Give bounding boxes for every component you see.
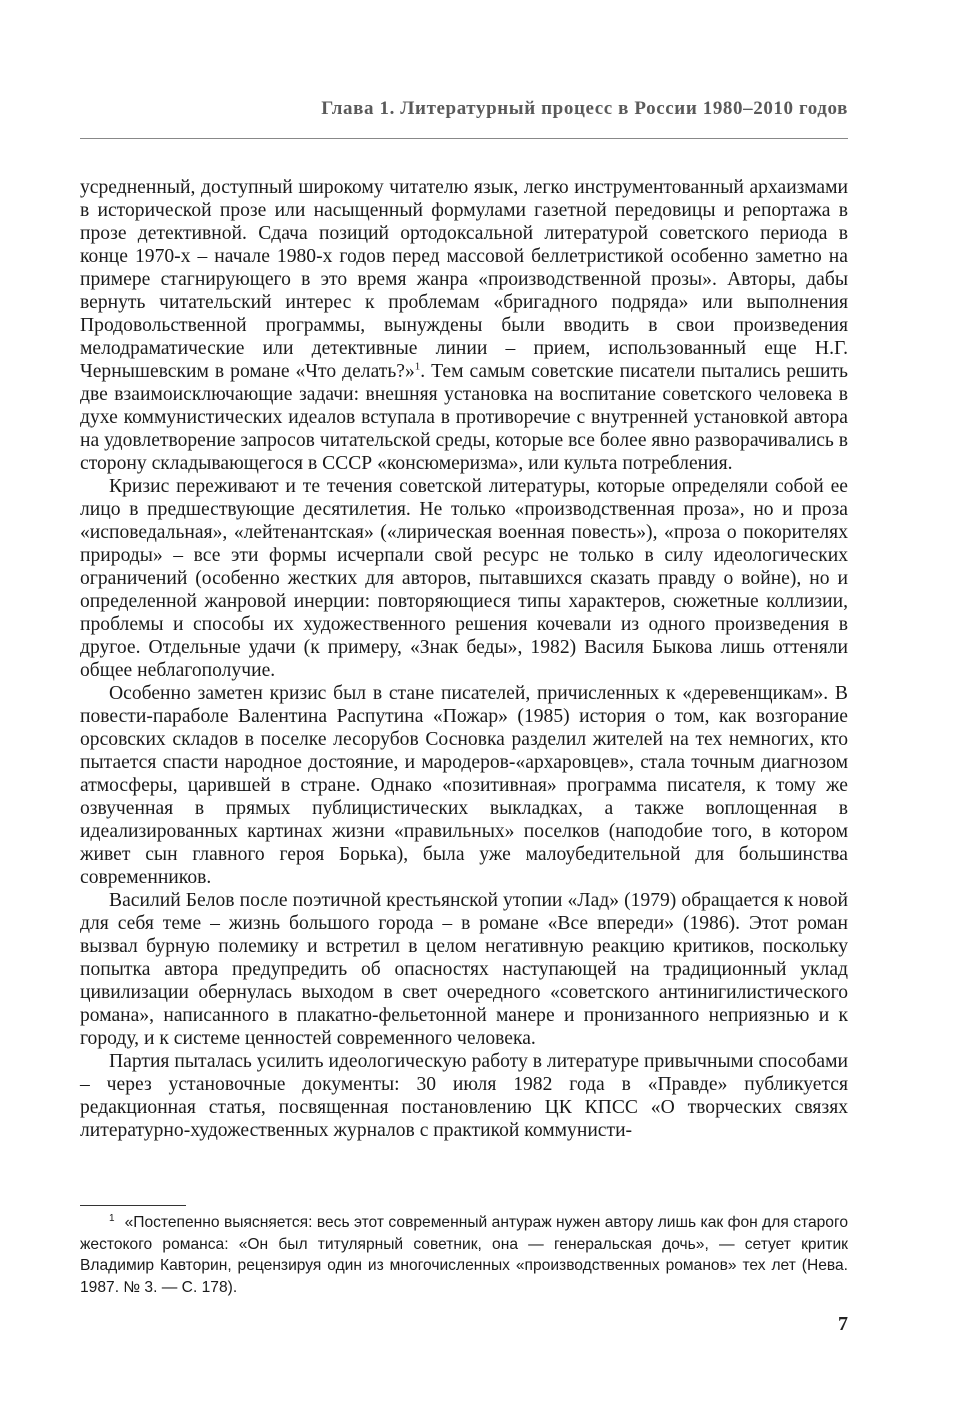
paragraph: Василий Белов после поэтичной крестьянской утопии «Лад» (1979) обращается к новой для себя теме – жизнь большого города – в романе «Все впереди» (1986). Этот роман вызвал бурную полемику и встретил в целом негативную реакцию критиков, поскольку попытка автора предупредить об опасностях наступающей на традиционный уклад цивилизации обернулась выходом в свет очередного «советского антинигилистического романа», написанного в плакатно-фельетонной манере и пронизанного неприязнью и к городу, и к системе ценностей современного человека. [80,890,848,1049]
paragraph: Кризис переживают и те течения советской литературы, которые определяли собой ее лицо в предшествующие десятилетия. Не только «производственная проза», но и проза «исповедальная», «лейтенантская» («лирическая военная повесть»), «проза о покорителях природы» – все эти формы исчерпали свой ресурс не только в силу идеологических ограничений (особенно жестких для авторов, пытавшихся сказать правду о войне), но и определенной жанровой инерции: повторяющиеся типы характеров, сюжетные коллизии, проблемы и способы их художественного решения кочевали из одного произведения в другое. Отдельные удачи (к примеру, «Знак беды», 1982) Василя Быкова лишь оттеняли общее неблагополучие. [80,476,848,681]
footnote [80,1212,848,1298]
running-head: Глава 1. Литературный процесс в России 1980–2010 годов [321,98,848,119]
footnote-marker: 1 [109,1212,115,1224]
footnote-reference[interactable]: 1 [414,360,421,373]
footnote-divider [80,1205,186,1206]
footnote-paragraph [80,1212,848,1298]
footnote-text: «Постепенно выясняется: весь этот современный антураж нужен автору лишь как фон для старого жестокого романса: «Он был титулярный советник, она — генеральская дочь», — сетует критик Владимир Кавторин, рецензируя один из многочисленных «производственных романов» тех лет (Нева. 1987. № 3. — С. 178). [80,1214,848,1296]
paragraph-text-continued: . Тем самым советские писатели пытались решить две взаимоисключающие задачи: внешняя установка на воспитание советского человека в духе коммунистических идеалов вступала в противоречие с внутренней установкой автора на удовлетворение запросов читательской среды, которые все более явно разворачивались в сторону складывающегося в СССР «консюмеризма», или культа потребления. [80,361,848,474]
paragraph: Особенно заметен кризис был в стане писателей, причисленных к «деревенщикам». В повести-параболе Валентина Распутина «Пожар» (1985) история о том, как возгорание орсовских складов в поселке лесорубов Сосновка разделил жителей на тех немногих, кто пытается спасти народное достояние, и мародеров-«архаровцев», стала точным диагнозом атмосферы, царившей в стране. Однако «позитивная» программа писателя, к тому же озвученная в прямых публицистических выкладках, а также воплощенная в идеализированных картинах жизни «правильных» поселков (наподобие того, в котором живет сын главного героя Борька), была уже малоубедительной для большинства современников. [80,683,848,888]
main-text [80,176,848,1142]
paragraph-text: усредненный, доступный широкому читателю язык, легко инструментованный архаизмами в исторической прозе или насыщенный формулами газетной передовицы и репортажа в прозе детективной. Сдача позиций ортодоксальной литературой советского периода в конце 1970-х – начале 1980-х годов перед массовой беллетристикой особенно заметно на примере стагнирующего в это время жанра «производственной прозы». Авторы, дабы вернуть читательский интерес к проблемам «бригадного подряда» или выполнения Продовольственной программы, вынуждены были вводить в свои произведения мелодраматические или детективные линии – прием, использованный еще Н.Г. Чернышевским в романе «Что делать?» [80,177,848,382]
paragraph [80,176,848,475]
header-divider [80,138,848,139]
paragraph: Партия пыталась усилить идеологическую работу в литературе привычными способами – через установочные документы: 30 июля 1982 года в «Правде» публикуется редакционная статья, посвященная постановлению ЦК КПСС «О творческих связях литературно-художественных журналов с практикой коммунисти- [80,1051,848,1141]
page-number: 7 [838,1313,848,1335]
